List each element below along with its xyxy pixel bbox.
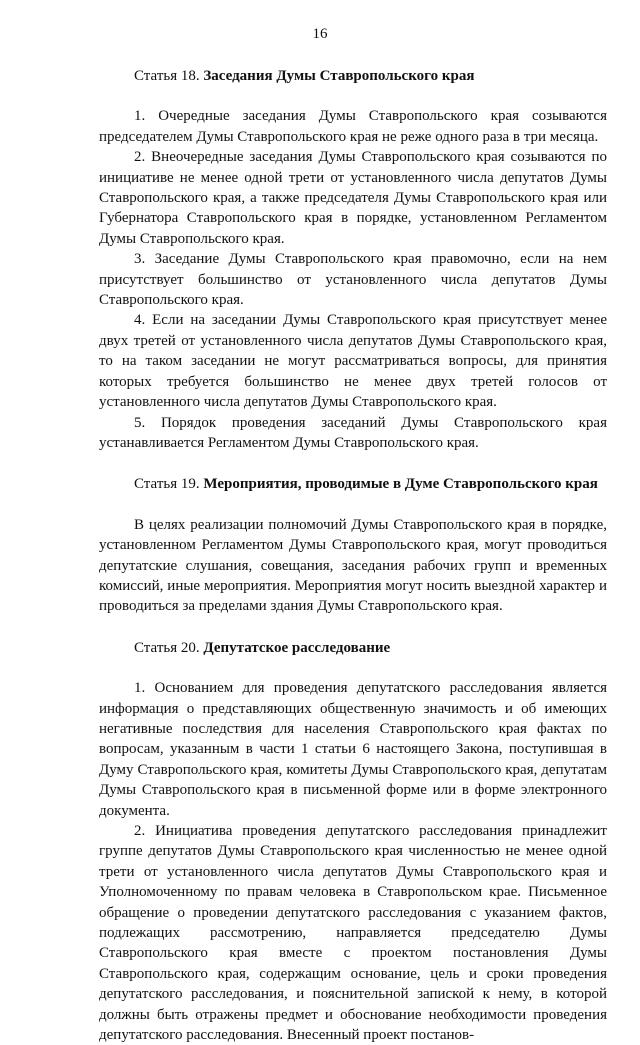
paragraph: 3. Заседание Думы Ставропольского края правомочно, если на нем присутствует большинство от установленного числа депутатов Думы Ставропольского края. xyxy=(99,251,607,309)
article-20 xyxy=(99,638,607,1045)
paragraph: 2. Внеочередные заседания Думы Ставропольского края созываются по инициативе не менее одной трети от установленного числа депутатов Думы Ставропольского края, а также председателя Думы Ставропольского края или Губернатора Ставропольского края в порядке, установленном Регламентом Думы Ставропольского края. xyxy=(99,149,607,247)
paragraph: 1. Основанием для проведения депутатского расследования является информация о представляющих общественную значимость и об имеющих негативные последствия для населения Ставропольского края фактах по вопросам, указанным в части 1 статьи 6 настоящего Закона, поступившая в Думу Ставропольского края, комитеты Думы Ставропольского края, депутатам Думы Ставропольского края в письменной форме или в форме электронного документа. xyxy=(99,680,607,819)
article-title: Мероприятия, проводимые в Думе Ставропольского края xyxy=(203,476,598,493)
article-title: Депутатское расследование xyxy=(203,639,391,656)
page-number: 16 xyxy=(312,26,328,42)
article-heading xyxy=(99,474,607,494)
document-body xyxy=(99,66,607,1045)
paragraph: В целях реализации полномочий Думы Ставропольского края в порядке, установленном Регламентом Думы Ставропольского края, могут проводиться депутатские слушания, совещания, заседания рабочих групп и временных комиссий, иные мероприятия. Мероприятия могут носить выездной характер и проводиться за пределами здания Думы Ставропольского края. xyxy=(99,516,607,615)
article-19 xyxy=(99,474,607,616)
article-label: Статья 19. xyxy=(134,476,200,493)
article-heading xyxy=(99,66,607,86)
article-heading xyxy=(99,638,607,658)
article-18 xyxy=(99,66,607,453)
article-label: Статья 20. xyxy=(134,639,200,656)
paragraph: 1. Очередные заседания Думы Ставропольского края созываются председателем Думы Ставропольского края не реже одного раза в три месяца. xyxy=(99,108,607,145)
paragraph: 2. Инициатива проведения депутатского расследования принадлежит группе депутатов Думы Ставропольского края численностью не менее одной трети от установленного числа депутатов Думы Ставропольского края и Уполномоченному по правам человека в Ставропольском крае. Письменное обращение о проведении депутатского расследования с указанием фактов, подлежащих рассмотрению, направляется председателю Думы Ставропольского края вместе с проектом постановления Думы Ставропольского края, содержащим основание, цель и сроки проведения депутатского расследования, и пояснительной запиской к нему, в которой должны быть отражены предмет и обоснование необходимости проведения депутатского расследования. Внесенный проект постанов- xyxy=(99,823,607,1044)
article-label: Статья 18. xyxy=(134,68,200,84)
article-title: Заседания Думы Ставропольского края xyxy=(203,68,475,84)
paragraph: 5. Порядок проведения заседаний Думы Ставропольского края устанавливается Регламентом Думы Ставропольского края. xyxy=(99,414,607,451)
paragraph: 4. Если на заседании Думы Ставропольского края присутствует менее двух третей от установленного числа депутатов Думы Ставропольского края, то на таком заседании не могут рассматриваться вопросы, для принятия которых требуется большинство не менее двух третей голосов от установленного числа депутатов Думы Ставропольского края. xyxy=(99,312,607,411)
